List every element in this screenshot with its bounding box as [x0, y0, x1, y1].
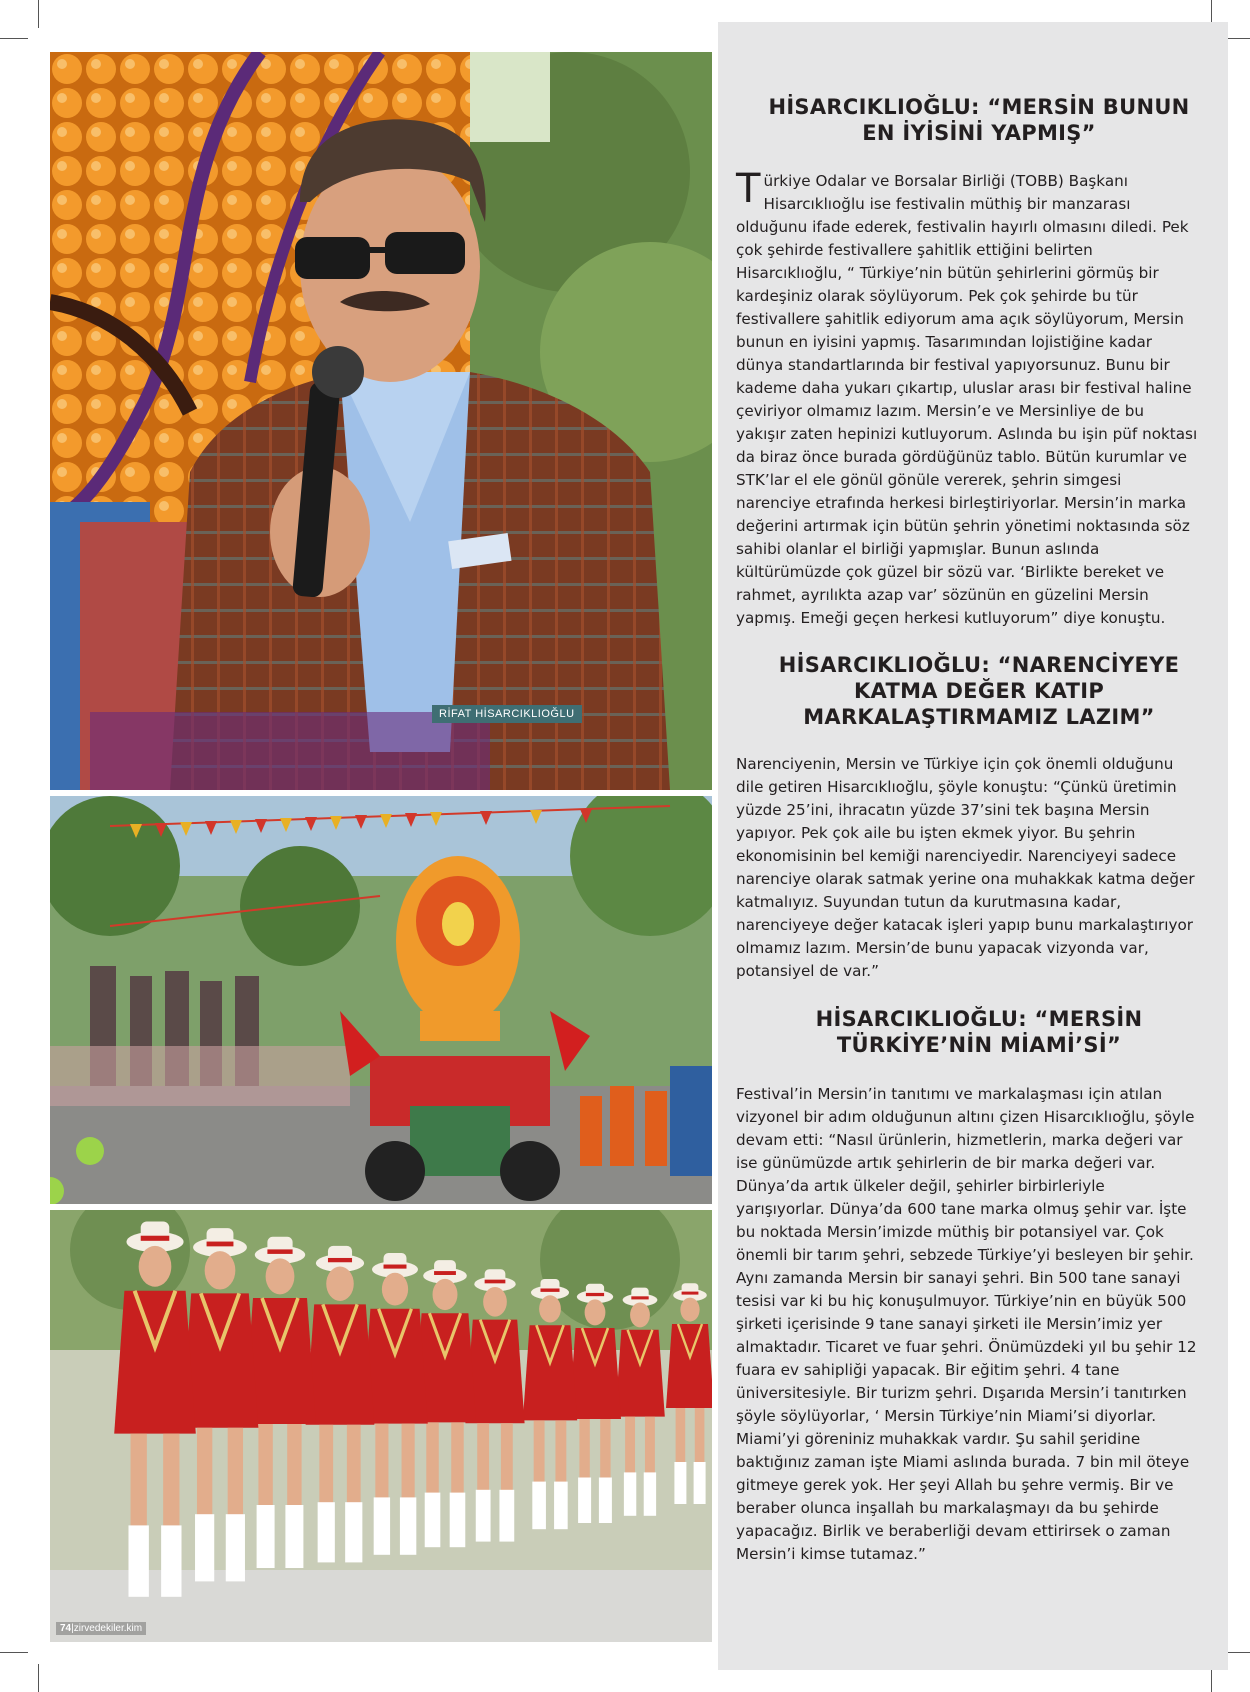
article-heading-1: HİSARCIKLIOĞLU: “MERSİN BUNUN EN İYİSİNİ YAPMIŞ”: [768, 95, 1190, 145]
photo-caption: RİFAT HİSARCIKLIOĞLU: [432, 705, 582, 723]
photo-speaker: [50, 52, 712, 790]
article-paragraph-3: Festival’in Mersin’in tanıtımı ve markalaşması için atılan vizyonel bir adım olduğunun altını çizen Hisarcıklıoğlu, şöyle devam etti: “Nasıl ürünlerin, hizmetlerin, marka değeri var ise günümüzde artık şehirlerin de bir marka değeri var. Dünya’da artık ülkeler değil, şehirler birbirleriyle yarışıyorlar. Dünya’da 600 tane marka olmuş şehir var. İşte bu noktada Mersin’imizde müthiş bir potansiyel var. Çok önemli bir tarım şehri, sebzede Türkiye’yi besleyen bir şehir. Aynı zamanda Mersin bir sanayi şehri. Bin 500 tane sanayi tesisi var ki bu hiç konuşulmuyor. Türkiye’nin en büyük 500 şirketi içerisinde 9 tane sanayi şirketi ile Mersin’imiz yer almaktadır. Ticaret ve fuar şehri. Önümüzdeki yıl bu şehir 12 fuara ev sahipliği yapacak. Bir eğitim şehri. 4 tane üniversitesiyle. Bir turizm şehri. Dışarıda Mersin’i tanıtırken şöyle söylüyorlar, ‘ Mersin Türkiye’nin Miami’si diyorlar. Miami’yi göreniniz muhakkak vardır. Şu sahil şeridine baktığınız zaman işte Miami aslında burada. 7 bin mil öteye gitmeye gerek yok. Her şeyi Allah bu şehre vermiş. Bir ve beraber olunca inşallah bu markalaşmayı da bu şehirde yapacağız. Birlik ve beraberliği devam ettirirsek o zaman Mersin’i kimse tutamaz.”: [736, 1085, 1197, 1563]
drop-cap: T: [736, 166, 761, 212]
article-heading-3: HİSARCIKLIOĞLU: “MERSİN TÜRKİYE’NİN MİAMİ’Sİ”: [815, 1007, 1143, 1057]
crop-mark-bottom-left: [38, 1664, 39, 1692]
page-number: 74: [60, 1623, 72, 1634]
paragraph-1-text: ürkiye Odalar ve Borsalar Birliği (TOBB) Başkanı Hisarcıklıoğlu ise festivalin müthiş bir manzarası olduğunu ifade ederek, festivalin hayırlı olmasını diledi. Pek çok şehirde festivallere şahitlik ettiğini belirten Hisarcıklıoğlu, “ Türkiye’nin bütün şehirlerini görmüş bir kardeşiniz olarak söylüyorum. Pek çok şehirde bu tür festivallere şahitlik ediyorum ama açık söylüyorum, Mersin bunun en iyisini yapmış. Tasarımından lojistiğine kadar dünya standartlarında bir festival yapıyorsunuz. Bunu bir kademe daha yukarı çıkartıp, uluslar arası bir festival haline çeviriyor olmamız lazım. Mersin’e ve Mersinliye de bu yakışır zaten hepinizi kutluyorum. Aslında bu işin püf noktası da biraz önce burada gördüğünüz tablo. Bütün kurumlar ve STK’lar el ele gönül gönüle vererek, şehrin simgesi narenciye etrafında herkesi birleştiriyorlar. Mersin’in marka değerini artırmak için bütün şehrin yönetimi noktasında söz sahibi olanlar el birliği yapmışlar. Bunun aslında kültürümüzde çok güzel bir sözü var. ‘Birlikte bereket ve rahmet, ayrılıkta azap var’ sözünün en güzelini Mersin yapmış. Emeği geçen herkesi kutluyorum” diye konuştu.: [736, 172, 1198, 627]
crop-mark-bottom-left-h: [0, 1652, 28, 1653]
page-folio: 74|zirvedekiler.kim: [56, 1622, 146, 1635]
article-paragraph-1: [736, 166, 1198, 630]
photo-majorettes: [50, 1210, 712, 1642]
article-text-panel: [718, 22, 1228, 1670]
article-paragraph-2: Narenciyenin, Mersin ve Türkiye için çok önemli olduğunu dile getiren Hisarcıklıoğlu, şöyle konuştu: “Çünkü üretimin yüzde 25’ini, ihracatın yüzde 37’sini tek başına Mersin yapıyor. Pek çok aile bu işten ekmek yiyor. Bu şehrin ekonomisinin bel kemiği narenciyedir. Narenciyeyi sadece narenciye olarak satmak yerine ona muhakkak katma değer katmalıyız. Suyundan tutun da kurutmasına kadar, narenciyeye değer katacak işleri yapıp bunu markalaştırıyor olmamız lazım. Mersin’de bunu yapacak vizyonda var, potansiyel de var.”: [736, 755, 1195, 980]
article-heading-2: HİSARCIKLIOĞLU: “NARENCİYEYE KATMA DEĞER KATIP MARKALAŞTIRMAMIZ LAZIM”: [778, 653, 1180, 729]
crop-mark-top-left-h: [0, 38, 28, 39]
site-name: zirvedekiler.kim: [73, 1623, 143, 1634]
crop-mark-top-left: [38, 0, 39, 28]
photo-parade-lion: [50, 796, 712, 1204]
